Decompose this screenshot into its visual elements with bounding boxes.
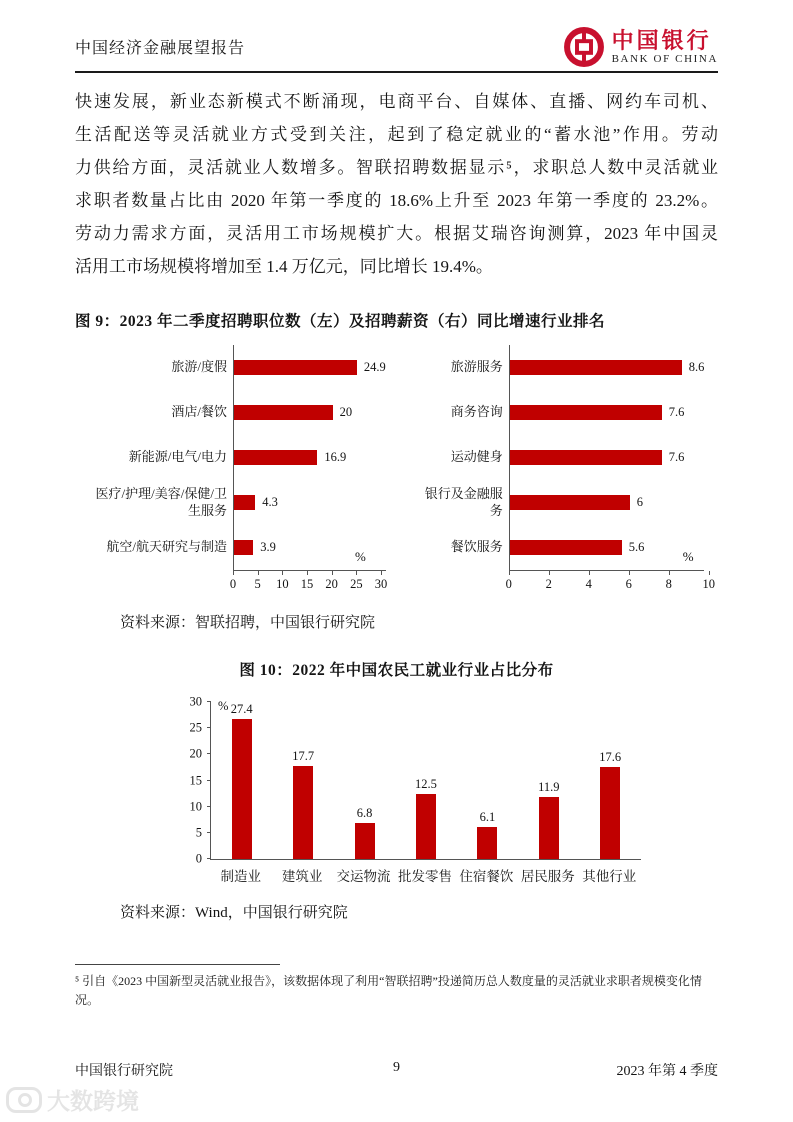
bar bbox=[510, 405, 662, 420]
footnote-divider bbox=[75, 964, 280, 965]
footnote-text: ⁵ 引自《2023 中国新型灵活就业报告》，该数据体现了利用“智联招聘”投递简历总人数度量的灵活就业求职者规模变化情况。 bbox=[75, 974, 702, 1008]
watermark bbox=[6, 1083, 139, 1116]
tick-mark bbox=[549, 571, 550, 575]
value-label: 4.3 bbox=[262, 495, 278, 509]
category-label: 其他行业 bbox=[582, 869, 637, 884]
bar-column bbox=[518, 702, 579, 859]
bar bbox=[510, 450, 662, 465]
tick-mark bbox=[207, 858, 211, 859]
body-line: 劳动力需求方面，灵活用工市场规模扩大。根据艾瑞咨询测算，2023 年中国灵 bbox=[75, 224, 718, 243]
tick-label: 0 bbox=[505, 577, 512, 591]
value-label: 8.6 bbox=[688, 360, 705, 374]
value-label: 11.9 bbox=[538, 779, 560, 794]
bar bbox=[539, 797, 559, 859]
category-label: 交运物流 bbox=[336, 869, 391, 884]
bar-track bbox=[509, 345, 705, 390]
tick-label: 10 bbox=[189, 799, 202, 814]
tick-label: 30 bbox=[189, 694, 202, 709]
value-label: 27.4 bbox=[230, 702, 253, 716]
x-axis bbox=[505, 570, 715, 595]
page-number: 9 bbox=[393, 1060, 400, 1075]
value-label: 17.6 bbox=[599, 749, 622, 764]
bar bbox=[600, 767, 620, 859]
tick-label: 2 bbox=[545, 577, 552, 591]
boc-emblem-icon bbox=[563, 26, 605, 68]
logo-text bbox=[612, 29, 718, 66]
bar-column bbox=[457, 702, 518, 859]
chart-row bbox=[93, 480, 386, 525]
body-line: 快速发展，新业态新模式不断涌现，电商平台、自媒体、直播、网约车司机、 bbox=[75, 92, 718, 111]
value-label: 16.9 bbox=[324, 450, 347, 464]
category-label: 餐饮服务 bbox=[450, 539, 503, 555]
tick-mark bbox=[307, 571, 308, 575]
chart-row bbox=[414, 390, 705, 435]
watermark-text: 大数跨境 bbox=[47, 1088, 139, 1114]
chart-row bbox=[414, 345, 705, 390]
category-label: 制造业 bbox=[220, 869, 261, 884]
bar-track bbox=[233, 345, 386, 390]
chart-row bbox=[414, 480, 705, 525]
bar-track bbox=[509, 435, 705, 480]
bar bbox=[232, 719, 252, 859]
figure9-title: 图 9：2023 年二季度招聘职位数（左）及招聘薪资（右）同比增速行业排名 bbox=[75, 313, 606, 330]
value-label: 12.5 bbox=[415, 776, 437, 791]
category-label: 酒店/餐饮 bbox=[171, 404, 227, 420]
chart-row bbox=[93, 345, 386, 390]
tick-mark bbox=[207, 832, 211, 833]
bar bbox=[234, 495, 255, 510]
bar bbox=[477, 827, 497, 859]
value-label: 6 bbox=[636, 495, 643, 509]
body-paragraph bbox=[75, 85, 718, 283]
tick-mark bbox=[207, 780, 211, 781]
bar bbox=[234, 405, 333, 420]
tick-mark bbox=[207, 727, 211, 728]
category-label: 新能源/电气/电力 bbox=[128, 449, 227, 465]
bar bbox=[293, 766, 313, 859]
bar-track bbox=[509, 525, 705, 570]
tick-label: 5 bbox=[254, 577, 261, 591]
footnote bbox=[75, 964, 718, 1010]
body-line: 求职者数量占比由 2020 年第一季度的 18.6%上升至 2023 年第一季度的 23.2%。 bbox=[75, 191, 718, 210]
bar bbox=[234, 540, 253, 555]
tick-label: 25 bbox=[350, 577, 363, 591]
tick-label: 0 bbox=[229, 577, 237, 591]
body-line: 活用工市场规模将增加至 1.4 万亿元，同比增长 19.4%。 bbox=[75, 257, 493, 276]
bar-track bbox=[233, 480, 386, 525]
value-label: 7.6 bbox=[668, 405, 685, 419]
tick-mark bbox=[356, 571, 357, 575]
figure10-category-axis bbox=[210, 865, 640, 885]
tick-mark bbox=[629, 571, 630, 575]
tick-mark bbox=[589, 571, 590, 575]
bar bbox=[510, 360, 682, 375]
tick-label: 10 bbox=[276, 577, 289, 591]
footer-issue: 2023 年第 4 季度 bbox=[616, 1064, 718, 1079]
tick-label: 0 bbox=[195, 851, 202, 866]
tick-mark bbox=[207, 753, 211, 754]
x-axis bbox=[229, 570, 388, 595]
figure9-charts bbox=[93, 345, 718, 595]
tick-label: 25 bbox=[189, 720, 202, 735]
watermark-logo-icon bbox=[6, 1087, 42, 1113]
category-label: 运动健身 bbox=[450, 449, 503, 465]
category-label: 医疗/护理/美容/保健/卫生服务 bbox=[95, 485, 227, 518]
tick-label: 20 bbox=[325, 577, 338, 591]
figure9-right-chart bbox=[414, 345, 715, 595]
value-label: 6.8 bbox=[356, 806, 373, 821]
category-label: 航空/航天研究与制造 bbox=[106, 539, 227, 555]
logo-english-name: BANK OF CHINA bbox=[611, 52, 718, 65]
tick-label: 8 bbox=[665, 577, 672, 591]
figure9-left-chart bbox=[93, 345, 386, 595]
tick-label: 30 bbox=[374, 577, 388, 591]
value-label: 17.7 bbox=[292, 749, 315, 764]
bar bbox=[510, 540, 622, 555]
tick-mark bbox=[509, 571, 510, 575]
tick-mark bbox=[282, 571, 283, 575]
category-label: 居民服务 bbox=[520, 869, 575, 884]
tick-label: 5 bbox=[195, 825, 202, 840]
footer-institute: 中国银行研究院 bbox=[75, 1064, 173, 1079]
figure10-plot-area bbox=[189, 694, 641, 866]
bar-track bbox=[509, 390, 705, 435]
report-title: 中国经济金融展望报告 bbox=[75, 40, 246, 57]
figure9-source: 资料来源：智联招聘，中国银行研究院 bbox=[120, 615, 376, 631]
category-label: 银行及金融服务 bbox=[424, 485, 503, 518]
figure10-title: 图 10：2022 年中国农民工就业行业占比分布 bbox=[239, 662, 554, 679]
unit-label: % bbox=[355, 549, 366, 564]
tick-label: 15 bbox=[300, 577, 314, 591]
value-label: 6.1 bbox=[479, 810, 496, 825]
value-label: 24.9 bbox=[363, 360, 386, 374]
tick-label: 20 bbox=[189, 746, 202, 761]
tick-mark bbox=[233, 571, 234, 575]
page-footer bbox=[75, 1060, 718, 1080]
bar-track bbox=[233, 435, 386, 480]
logo-chinese-name: 中国银行 bbox=[611, 27, 712, 53]
value-label: 5.6 bbox=[628, 540, 645, 554]
tick-mark bbox=[709, 571, 710, 575]
tick-label: 6 bbox=[625, 577, 632, 591]
page-header bbox=[75, 26, 718, 73]
value-label: 7.6 bbox=[668, 450, 685, 464]
bank-of-china-logo bbox=[563, 26, 718, 68]
body-line: 生活配送等灵活就业方式受到关注，起到了稳定就业的“蓄水池”作用。劳动 bbox=[75, 125, 718, 144]
figure10-source: 资料来源：Wind，中国银行研究院 bbox=[120, 905, 348, 921]
tick-mark bbox=[207, 701, 211, 702]
chart-row bbox=[414, 525, 705, 570]
tick-mark bbox=[381, 571, 382, 575]
chart-row bbox=[93, 390, 386, 435]
chart-row bbox=[414, 435, 705, 480]
bar-column bbox=[395, 702, 456, 859]
bar-column bbox=[211, 702, 272, 859]
bar bbox=[234, 450, 317, 465]
category-label: 住宿餐饮 bbox=[459, 869, 514, 884]
category-label: 批发零售 bbox=[397, 869, 452, 884]
tick-label: 15 bbox=[189, 773, 202, 787]
chart-row bbox=[93, 435, 386, 480]
tick-mark bbox=[207, 806, 211, 807]
chart-row bbox=[93, 525, 386, 570]
tick-mark bbox=[258, 571, 259, 575]
body-line: 力供给方面，灵活就业人数增多。智联招聘数据显示⁵，求职总人数中灵活就业 bbox=[75, 158, 718, 177]
category-label: 建筑业 bbox=[281, 869, 323, 884]
tick-mark bbox=[332, 571, 333, 575]
value-label: 3.9 bbox=[260, 540, 276, 554]
bar-column bbox=[580, 702, 641, 859]
bar bbox=[234, 360, 357, 375]
figure10-chart bbox=[170, 694, 718, 885]
bar bbox=[510, 495, 630, 510]
unit-label: % bbox=[682, 549, 694, 564]
value-label: 20 bbox=[339, 405, 353, 419]
bar bbox=[416, 794, 436, 859]
bar-column bbox=[334, 702, 395, 859]
tick-label: 4 bbox=[585, 577, 592, 591]
bar-track bbox=[233, 390, 386, 435]
bar bbox=[355, 823, 375, 859]
category-label: 旅游/度假 bbox=[171, 359, 227, 375]
unit-label: % bbox=[218, 699, 229, 713]
bar-column bbox=[272, 702, 333, 859]
category-label: 旅游服务 bbox=[450, 359, 503, 375]
tick-mark bbox=[669, 571, 670, 575]
tick-label: 10 bbox=[702, 577, 715, 591]
bar-track bbox=[509, 480, 705, 525]
category-label: 商务咨询 bbox=[450, 404, 503, 420]
